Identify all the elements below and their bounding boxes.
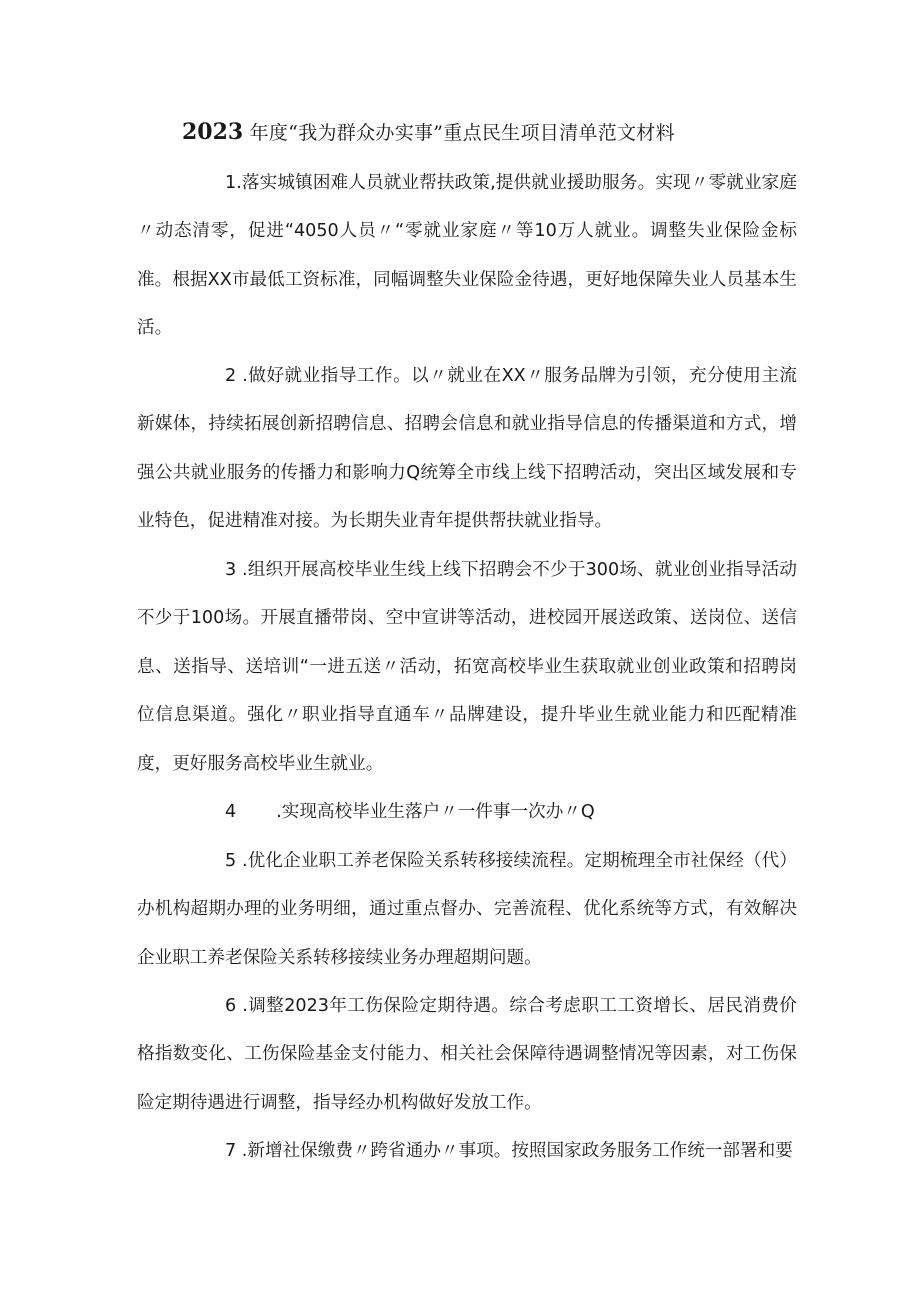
item-text: .优化企业职工养老保险关系转移接续流程。定期梳理全市社保经（代）办机构超期办理的业务明细，通过重点督办、完善流程、优化系统等方式，有效解决企业职工养老保险关系转移接续业务办理超期问题。: [137, 851, 797, 968]
item-text: .实现高校毕业生落户〃一件事一次办〃Q: [276, 802, 595, 822]
paragraph-item-6: [137, 982, 797, 1127]
item-text: 落实城镇困难人员就业帮扶政策,提供就业援助服务。实现〃零就业家庭〃动态清零，促进“4050人员〃“零就业家庭〃等10万人就业。调整失业保险金标准。根据XX市最低工资标准，同幅调整失业保险金待遇，更好地保障失业人员基本生活。: [137, 173, 797, 339]
item-number: 7: [225, 1141, 237, 1161]
item-text: .新增社保缴费〃跨省通办〃事项。按照国家政务服务工作统一部署和要: [241, 1141, 793, 1161]
item-number: 1.: [225, 173, 242, 193]
document-title: [182, 117, 782, 148]
item-number: 6: [225, 996, 237, 1016]
item-number: 5: [225, 851, 237, 871]
paragraph-item-1: [137, 159, 797, 353]
paragraph-item-3: [137, 546, 797, 788]
item-text: .做好就业指导工作。以〃就业在XX〃服务品牌为引领，充分使用主流新媒体，持续拓展创新招聘信息、招聘会信息和就业指导信息的传播渠道和方式，增强公共就业服务的传播力和影响力Q统筹全市线上线下招聘活动，突出区域发展和专业特色，促进精准对接。为长期失业青年提供帮扶就业指导。: [137, 366, 798, 532]
item-text: .组织开展高校毕业生线上线下招聘会不少于300场、就业创业指导活动不少于100场。开展直播带岗、空中宣讲等活动，进校园开展送政策、送岗位、送信息、送指导、送培训“一进五送〃活动，拓宽高校毕业生获取就业创业政策和招聘岗位信息渠道。强化〃职业指导直通车〃品牌建设，提升毕业生就业能力和匹配精准度，更好服务高校毕业生就业。: [137, 560, 797, 774]
paragraph-item-4: [137, 788, 797, 836]
item-text: .调整2023年工伤保险定期待遇。综合考虑职工工资增长、居民消费价格指数变化、工伤保险基金支付能力、相关社会保障待遇调整情况等因素，对工伤保险定期待遇进行调整，指导经办机构做好发放工作。: [137, 996, 797, 1113]
paragraph-item-2: [137, 352, 797, 546]
paragraph-item-5: [137, 837, 797, 982]
item-number: 4: [225, 802, 237, 822]
title-text: 年度“我为群众办实事”重点民生项目清单范文材料: [249, 122, 675, 144]
item-number: 2: [225, 366, 237, 386]
item-number: 3: [225, 560, 237, 580]
paragraph-item-7: [137, 1127, 797, 1175]
title-year: 2023: [182, 119, 244, 145]
